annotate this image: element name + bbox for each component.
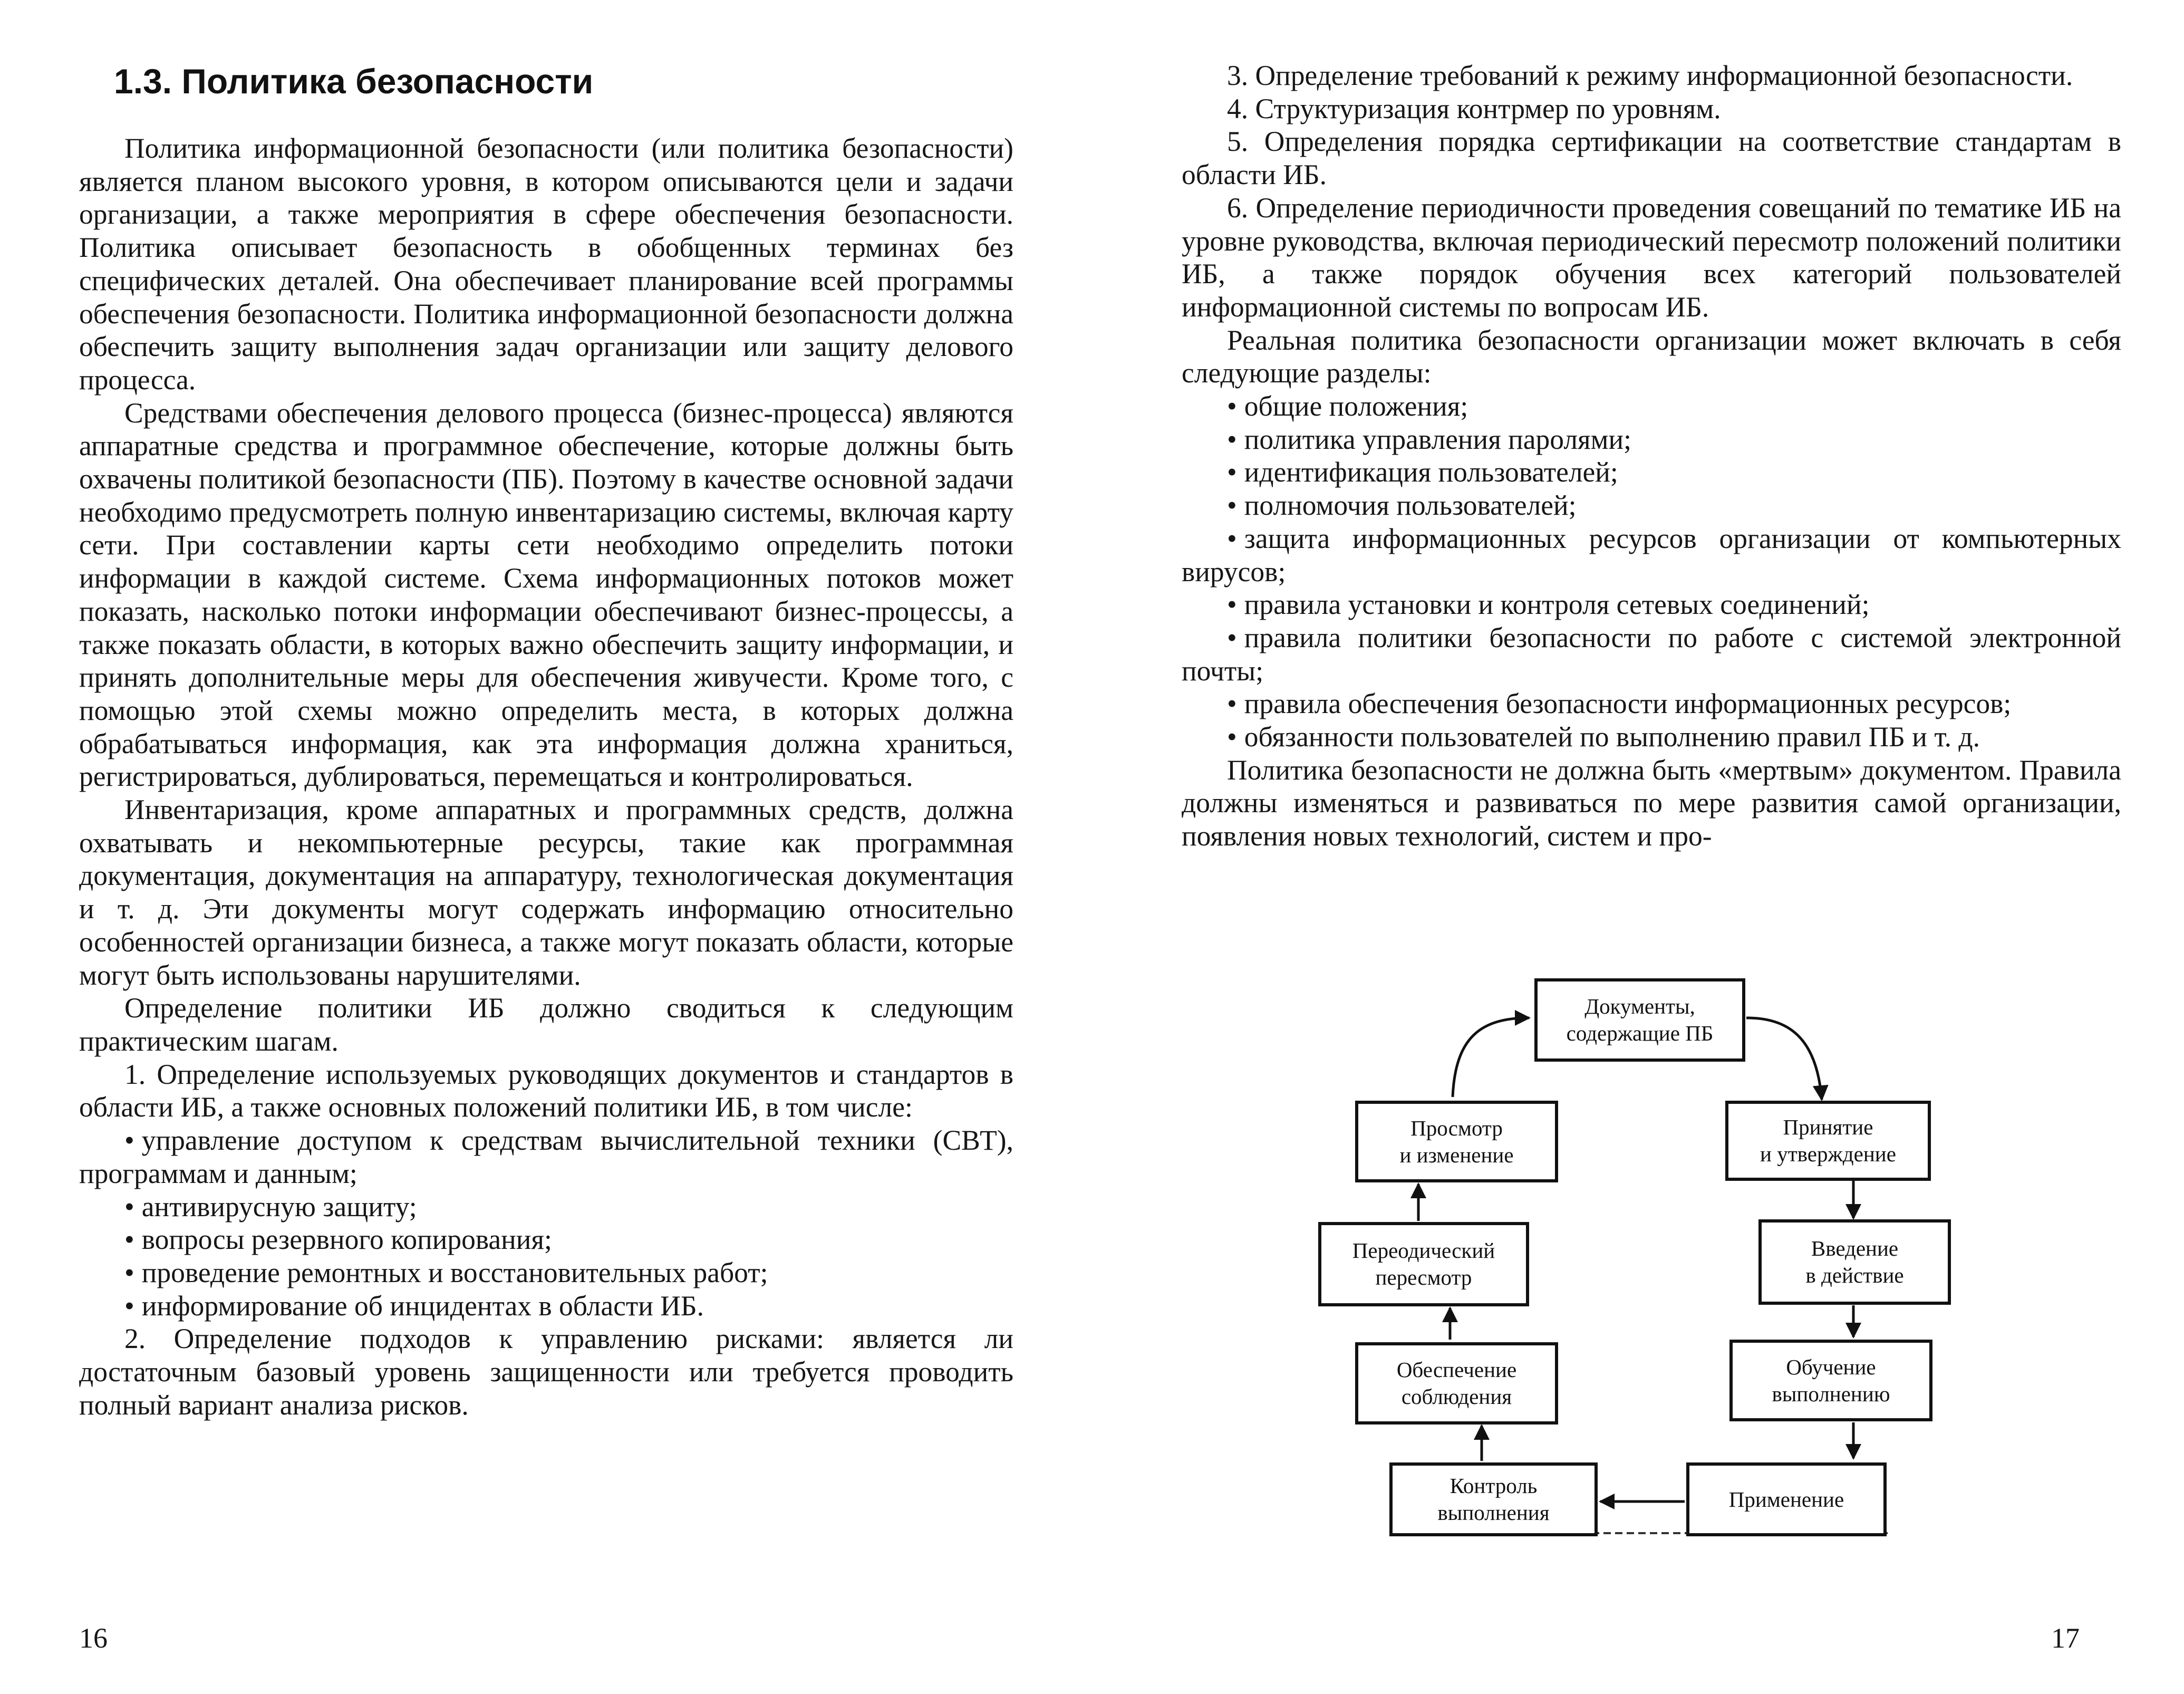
bullet-icon: •	[124, 1256, 134, 1288]
diagram-node-periodic: Переодический пересмотр	[1318, 1222, 1529, 1306]
list-item: • правила установки и контроля сетевых соединений;	[1227, 589, 1870, 621]
paragraph: 6. Определение периодичности проведения совещаний по тематике ИБ на уровне руководства, включая периодический пересмотр положений политики ИБ, а также порядок обучения всех категорий пользователей информационной системы по вопросам ИБ.	[1182, 191, 2121, 323]
list-item: • вопросы резервного копирования;	[124, 1224, 552, 1256]
bullet-icon: •	[1227, 688, 1237, 720]
diagram-node-training: Обучение выполнению	[1729, 1340, 1932, 1421]
page-number: 16	[79, 1622, 108, 1654]
paragraph: 5. Определения порядка сертификации на соответствие стандартам в области ИБ.	[1182, 126, 2121, 191]
paragraph: Средствами обеспечения делового процесса (бизнес-процесса) являются аппаратные средства и программное обеспечение, которые должны быть охвачены политикой безопасности (ПБ). Поэтому в качестве основной задачи необходимо предусмотреть полную инвентаризацию системы, включая карту сети. При составлении карты сети необходимо определить потоки информации в каждой системе. Схема информационных потоков может показать, насколько потоки информации обеспечивают бизнес-процессы, а также показать области, в которых важно обеспечить защиту информации, и принять дополнительные меры для обеспечения живучести. Кроме того, с помощью этой схемы можно определить места, в которых должна обрабатываться информация, как эта информация должна храниться, регистрироваться, дублироваться, перемещаться и контролироваться.	[79, 397, 1013, 793]
bullet-icon: •	[124, 1289, 134, 1322]
list-item: • политика управления паролями;	[1227, 423, 1632, 455]
list-item: • антивирусную защиту;	[124, 1190, 417, 1223]
bullet-icon: •	[1227, 423, 1237, 455]
bullet-icon: •	[124, 1190, 134, 1223]
bullet-icon: •	[1227, 721, 1237, 753]
bullet-icon: •	[1227, 621, 1237, 653]
paragraph: Реальная политика безопасности организации может включать в себя следующие разделы:	[1182, 324, 2121, 389]
bullet-icon: •	[1227, 589, 1237, 621]
diagram-node-review: Просмотр и изменение	[1355, 1101, 1558, 1182]
list-item: • идентификация пользователей;	[1227, 456, 1618, 488]
bullet-icon: •	[1227, 522, 1237, 554]
paragraph: Политика информационной безопасности (или политика безопасности) является планом высокого уровня, в котором описываются цели и задачи организации, а также мероприятия в сфере обеспечения безопасности. Политика описывает безопасность в обобщенных терминах без специфических деталей. Она обеспечивает планирование всей программы обеспечения безопасности. Политика информационной безопасности должна обеспечить защиту выполнения задач организации или защиту делового процесса.	[79, 132, 1013, 396]
diagram-node-enact: Введение в действие	[1758, 1219, 1951, 1305]
list-item: • управление доступом к средствам вычислительной техники (СВТ), программам и данным;	[79, 1124, 1013, 1189]
right-text-column	[1182, 59, 2121, 853]
paragraph: 3. Определение требований к режиму информационной безопасности.	[1227, 60, 2073, 91]
paragraph: 1. Определение используемых руководящих документов и стандартов в области ИБ, а также основных положений политики ИБ, в том числе:	[79, 1058, 1013, 1123]
bullet-icon: •	[124, 1124, 134, 1157]
diagram-node-apply: Применение	[1686, 1462, 1887, 1536]
list-item: • полномочия пользователей;	[1227, 489, 1577, 522]
bullet-icon: •	[124, 1224, 134, 1256]
page-number: 17	[2051, 1622, 2080, 1654]
paragraph: Инвентаризация, кроме аппаратных и программных средств, должна охватывать и некомпьютерные ресурсы, такие как программная документация, документация на аппаратуру, технологическая документация и т. д. Эти документы могут содержать информацию относительно особенностей организации бизнеса, а также могут показать области, которые могут быть использованы нарушителями.	[79, 794, 1013, 991]
list-item: • защита информационных ресурсов организации от компьютерных вирусов;	[1182, 522, 2121, 588]
bullet-icon: •	[1227, 390, 1237, 422]
paragraph: 4. Структуризация контрмер по уровням.	[1227, 92, 1721, 124]
list-item: • обязанности пользователей по выполнению правил ПБ и т. д.	[1227, 721, 1980, 753]
bullet-list	[79, 1124, 1013, 1322]
list-item: • правила обеспечения безопасности информационных ресурсов;	[1227, 688, 2012, 720]
diagram-node-control: Контроль выполнения	[1389, 1462, 1598, 1536]
policy-lifecycle-diagram	[1292, 968, 1903, 1564]
section-heading: 1.3. Политика безопасности	[114, 62, 594, 101]
paragraph: Определение политики ИБ должно сводиться к следующим практическим шагам.	[79, 992, 1013, 1057]
paragraph: 2. Определение подходов к управлению рисками: является ли достаточным базовый уровень защищенности или требуется проводить полный вариант анализа рисков.	[79, 1323, 1013, 1421]
list-item: • общие положения;	[1227, 390, 1468, 422]
diagram-node-approval: Принятие и утверждение	[1725, 1101, 1931, 1181]
arrow-documents-to-approval	[1746, 1018, 1822, 1100]
list-item: • проведение ремонтных и восстановительных работ;	[124, 1256, 768, 1288]
diagram-node-documents: Документы, содержащие ПБ	[1534, 978, 1745, 1062]
bullet-icon: •	[1227, 456, 1237, 488]
bullet-icon: •	[1227, 489, 1237, 522]
arrow-review-to-documents	[1453, 1018, 1529, 1097]
diagram-node-enforce: Обеспечение соблюдения	[1355, 1342, 1558, 1424]
paragraph: Политика безопасности не должна быть «мертвым» документом. Правила должны изменяться и развиваться по мере развития самой организации, появления новых технологий, систем и про-	[1182, 754, 2121, 852]
sections-list	[1182, 390, 2121, 754]
list-item: • правила политики безопасности по работе с системой электронной почты;	[1182, 621, 2121, 687]
list-item: • информирование об инцидентах в области ИБ.	[124, 1289, 704, 1322]
left-text-column	[79, 132, 1013, 1421]
